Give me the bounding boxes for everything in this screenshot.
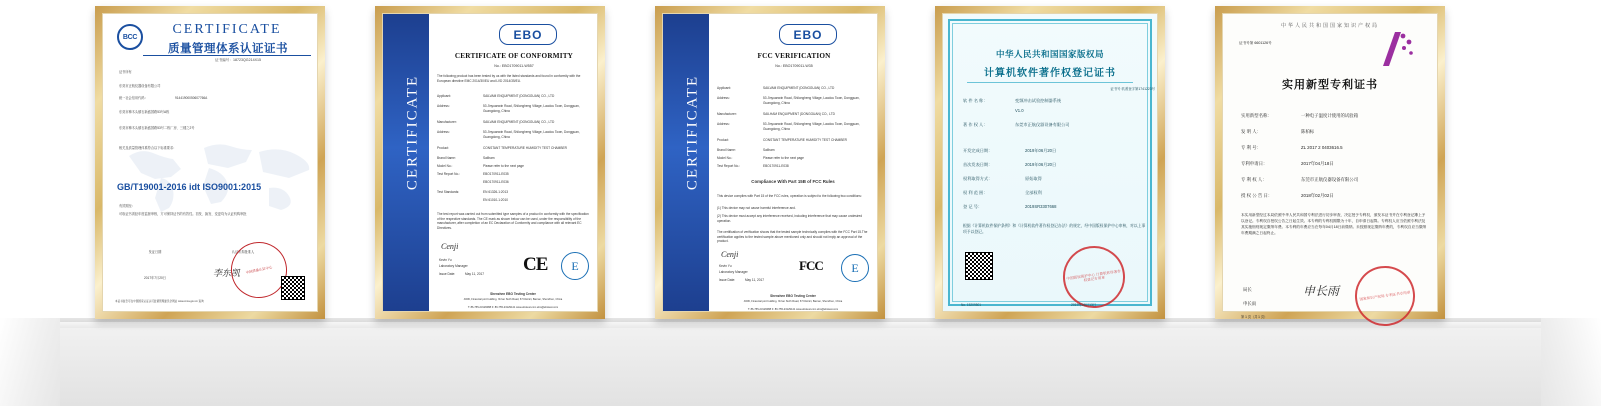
conformity-statement: The test report was carried out from submitted type samples of a product in conformity with the specification of the respective standards. The CE mark as shown below can be used, under the responsibility of the manufacturer, after completion of an EC Declaration of Conformity and compliance with all relevant EC Directives. [437,212,589,230]
row-value-rights-scope: 全部权利 [1025,190,1042,195]
field-label-product: Product: [717,138,729,142]
row-label-rights-scope: 权 利 范 围： [963,190,988,195]
row-value-copyright-owner: 东莞市正航仪器设备有限公司 [1015,122,1070,127]
issue-date-label: 发证日期 [148,250,162,254]
fcc-statement: This device complies with Part 15 of the FCC rules, operation is subject to the following two conditions: [717,194,862,198]
field-value-model: Please refer to the next page [763,156,804,160]
row-value-grant-date: 2018年02月02日 [1301,193,1334,198]
field-value-brand: Sailham [483,156,495,160]
issue-date-label: Issue Date: [439,272,456,276]
serial-number [961,302,981,308]
signer-title: Laboratory Manager [719,270,748,274]
ebo-logo: EBO [779,24,837,45]
row-label-registration-no: 登 记 号： [963,204,983,209]
row-label-patentee: 专 利 权 人： [1241,177,1267,182]
field-value-manufacturer: SAILVAM ENQUIPMENT (DONGGUAN) CO., LTD [483,120,555,124]
validity-label: 有效期至： [119,204,135,208]
e-mark-icon: E [841,254,869,282]
field-value-test-standard-1: EN 61326-1:2013 [483,190,508,194]
side-band-text: CERTIFICATE [684,74,701,191]
business-scope: 东莞市樟木头镇石新盛国路53号二栋厂房、三楼之2号 [119,126,195,130]
director-name: 申长雨 [1243,301,1257,306]
certificate-title-en: CERTIFICATE [172,22,282,37]
certificate-number [435,64,593,68]
certificate-number-label: 证书号 [1110,87,1121,91]
row-value-registration-no: 2019SR3307668 [1025,204,1057,209]
compliance-heading: Compliance With Part 15B of FCC Rules [751,179,835,184]
standard-label: 相关及质量管理体系符合以下标准要求： [119,146,177,150]
field-value-brand: Sailham [763,148,775,152]
serial-number-value: 15209501 [966,303,982,307]
validity-text: 可取证书须经年度监督审核，方可保持证书的有效性。初发、换发、变更均为认证机构审批 [119,212,247,216]
fcc-note: The certification of verification shows that the tested sample technically complies with the FCC Part 15.The certification applies to the tested sample above mentioned only and should not imply an approval of the product. [717,230,868,244]
row-value-patent-number: ZL 2017 2 0403616.5 [1301,145,1343,150]
certificate-number-label: 证书号第 [1239,41,1254,45]
field-label-test-report: Test Report No.: [437,172,461,176]
fcc-condition-1: (1) This device may not cause harmful interference and. [717,206,796,210]
conformity-intro: The following product has been tested by us with the listed standards and found in conformity with the European directive EMC 2014/30/EU and LVD 2014/35/EU. [437,74,581,83]
field-label-manufacturer-address: Address: [717,122,730,126]
verification-qr-code [965,252,993,280]
field-label-brand: Brand Name: [437,156,456,160]
holder-section-label: 证书所有 [119,70,132,74]
certificate-number-value: EBO1709011-W557 [501,64,534,68]
field-label-manufacturer: Manufacturer: [717,112,737,116]
serial-number-label: No. [961,303,966,307]
row-label-software-name: 软 件 名 称： [963,98,988,103]
field-label-applicant: Applicant: [437,94,451,98]
field-label-manufacturer-address: Address: [437,130,450,134]
field-label-applicant-address: Address: [437,104,450,108]
issue-date-value: May 11, 2017 [745,278,765,282]
certificate-number-line [163,58,313,63]
field-value-applicant: SAILVAM ENQUIPMENT (DONGGUAN) CO., LTD [483,94,555,98]
fcc-mark-icon: FCC [799,258,823,273]
field-label-applicant: Applicant: [717,86,731,90]
row-label-application-date: 专利申请日： [1241,161,1268,166]
field-value-applicant-address: 53 Jinyuanwin Road, Shilongheng Village, Laodou Town, Dongguan, Guangdong, China [763,96,860,105]
certification-body-logo: BCC [117,24,143,50]
field-value-product: CONSTANT TEMPERATURE HUMIDITY TEST CHAMBER [483,146,567,150]
certificate-title: FCC VERIFICATION [757,52,831,60]
certificate-number-value: EBO1709011-W35 [782,64,813,68]
shelf-right-bevel [1541,318,1601,406]
company-name: 东莞市正航仪器设备有限公司 [119,84,161,88]
field-value-manufacturer-address: 53 Jinyuanwin Road, Shilongheng Village, Laodou Town, Dongguan, Guangdong, China [763,122,860,131]
approver-label: 认证机构批准人 [231,250,255,254]
shelf-surface [0,318,1601,406]
row-label-inventor: 发 明 人： [1241,129,1262,134]
approver-signature: 李东凯 [213,268,241,278]
credit-code-value: 91441900050607766A [175,96,208,100]
director-signature: 申长雨 [1303,284,1340,298]
row-label-copyright-owner: 著 作 权 人： [963,122,988,127]
registration-statement: 根据《计算机软件保护条例》和《计算机软件著作权登记办法》的规定，经中国版权保护中心审核，对以上事项予以登记。 [963,224,1146,234]
row-label-patent-number: 专 利 号： [1241,145,1262,150]
certificate-number-label: No.: [494,64,501,68]
certificate-fcc-verification[interactable] [655,6,885,319]
e-mark-icon: E [561,252,589,280]
certificate-number [1239,40,1331,47]
field-value-product: CONSTANT TEMPERATURE HUMIDITY TEST CHAMBER [763,138,847,142]
field-value-test-standard-2: EN 61010-1:2010 [483,198,508,202]
issue-date-value: May 11, 2017 [465,272,485,276]
certificate-number-label: No.: [775,64,782,68]
certification-body-stamp: 中国质量认证中心 [226,237,292,303]
signer-title: Laboratory Manager [439,264,468,268]
field-label-model: Model No.: [717,156,733,160]
row-label-utility-model-name: 实用新型名称： [1241,113,1272,118]
signature-mark: Cenji [441,242,459,251]
credit-code-label: 统一社会信用代码： [119,96,148,100]
certificate-number-value: 6601126号 [1254,41,1272,45]
row-value-patentee: 东莞市正航仪器设备有限公司 [1301,177,1359,182]
title-divider [143,55,311,56]
director-label: 局长 [1243,287,1252,292]
field-label-brand: Brand Name: [717,148,736,152]
field-value-manufacturer-address: 53 Jinyuanwin Road, Shilongheng Village, Laodou Town, Dongguan, Guangdong, China [483,130,580,139]
footer-address: A506, Financial port building, Xin'an Sixth Road, 67 District, Bao'an, Shenzhen, China [463,298,563,301]
page-note: 第 1 页（共 1 页） [1241,315,1268,319]
field-value-test-report: EBO170911-E038 [763,164,789,168]
field-label-test-standards: Test Standards: [437,190,460,194]
field-value-test-report-1: EBO170911-E035 [483,172,509,176]
verification-qr-code [281,276,305,300]
copyright-center-stamp: 中国版权保护中心 计算机软件著作权登记专用章 [1059,242,1129,312]
standard-value: GB/T19001-2016 idt ISO9001:2015 [117,182,262,192]
certificate-utility-model-patent[interactable] [1215,6,1445,319]
issue-date-value: 2019年08月13日 [1071,303,1097,307]
shelf-left-bevel [0,318,60,406]
footer-contact: T: 86-755-23129088 F: 86-755-23129141 www.ebotest.com ebo@ebotest.com [467,306,559,309]
field-value-manufacturer: SAILHAM ENQUIPMENT (DONGGUAN) CO., LTD [763,112,835,116]
row-value-application-date: 2017年04月18日 [1301,161,1334,166]
certificate-ebo-conformity[interactable] [375,6,605,319]
certificate-number-label: 证书编号： [215,58,233,62]
certificate-title: 计算机软件著作权登记证书 [984,68,1116,79]
field-label-manufacturer: Manufacturer: [437,120,457,124]
row-value-utility-model-name: 一种电子温度计使用的试验箱 [1301,113,1359,118]
field-value-model: Please refer to the next page [483,164,524,168]
patent-body-text: 本实用新型经过本局依照中华人民共和国专利法进行初步审查，决定授予专利权，颁发本证书并在专利登记簿上予以登记。专利权自授权公告之日起生效。本专利的专利权期限为十年，自申请日起算。专利权人应当依照专利法及其实施细则规定缴纳年费。本专利的年费应当在每年04月18日前缴纳。未按照规定缴纳年费的，专利权自应当缴纳年费期满之日起终止。 [1241,213,1427,235]
title-divider [967,82,1133,83]
fcc-condition-2: (2) This device must accept any interference received, including interference that may cause undesired operation. [717,214,863,223]
certificate-title: CERTIFICATE OF CONFORMITY [454,52,574,60]
signer-name: Kevin Yu [719,264,732,268]
field-value-applicant-address: 53 Jinyuanwin Road, Shilongheng Village, Laodou Town, Dongguan, Guangdong, China [483,104,580,113]
registered-address: 东莞市樟木头镇石新盛国路53号A栋 [119,110,170,114]
field-label-test-report: Test Report No.: [717,164,741,168]
footer-lab-name: Shenzhen EBO Testing Center [770,294,816,298]
certificate-footer-note: 本证书信息可在中国国家认证认可监督管理委员会网站 www.cnca.gov.cn 查询 [115,300,204,303]
certificate-number-value: 18723QG214X15 [232,58,261,62]
row-label-grant-date: 授 权 公 告 日： [1241,193,1273,198]
patent-emblem-icon [1375,26,1421,72]
issuing-authority: 中华人民共和国国家知识产权局 [1280,23,1379,29]
row-label-development-date: 开发完成日期： [963,148,993,153]
row-value-development-date: 2019年06月20日 [1025,148,1057,153]
field-label-product: Product: [437,146,449,150]
footer-lab-name: Shenzhen EBO Testing Center [490,292,536,296]
field-value-test-report-2: EBO170911-E036 [483,180,509,184]
side-band-certificate [663,14,709,311]
certificate-software-copyright[interactable] [935,6,1165,319]
footer-address: A506, Financial port building, Xin'an Sixth Road, 67 District, Bao'an, Shenzhen, China [743,300,843,303]
patent-office-stamp: 国家知识产权局 专利证书专用章 [1351,262,1419,330]
signature-mark: Cenji [721,250,739,259]
issue-date-value: 2017年7月20日 [144,276,166,280]
row-value-acquisition-method: 原始取得 [1025,176,1042,181]
signer-name: Kevin Yu [439,258,452,262]
issuing-authority: 中华人民共和国国家版权局 [995,49,1104,59]
certificate-iso9001[interactable] [95,6,325,319]
ebo-logo: EBO [499,24,557,45]
field-label-applicant-address: Address: [717,96,730,100]
certificate-title: 实用新型专利证书 [1282,79,1378,91]
field-label-model: Model No.: [437,164,453,168]
certificate-number [715,64,873,68]
row-value-inventor: 陈柏标 [1301,129,1315,134]
side-band-text: CERTIFICATE [404,74,421,191]
row-value-software-name: 变频冲击试验控制器系统 [1015,98,1062,103]
certificate-number [1093,86,1155,92]
row-value-first-publish-date: 2019年06月20日 [1025,162,1057,167]
footer-contact: T: 86-755-23129088 F: 86-755-23129141 www.ebotest.com ebo@ebotest.com [747,308,839,311]
certificate-number-value: 软著登字第1741223号 [1121,87,1155,91]
row-label-acquisition-method: 权利取得方式： [963,176,993,181]
side-band-certificate [383,14,429,311]
field-value-applicant: SAILVAM ENQUIPMENT (DONGGUAN) CO., LTD [763,86,835,90]
row-value-software-version: V1.0 [1015,108,1024,113]
certificate-title-cn: 质量管理体系认证证书 [168,43,288,55]
issue-date-label: Issue Date: [719,278,736,282]
row-label-first-publish-date: 首次发表日期： [963,162,993,167]
ce-mark-icon: CE [523,254,548,275]
